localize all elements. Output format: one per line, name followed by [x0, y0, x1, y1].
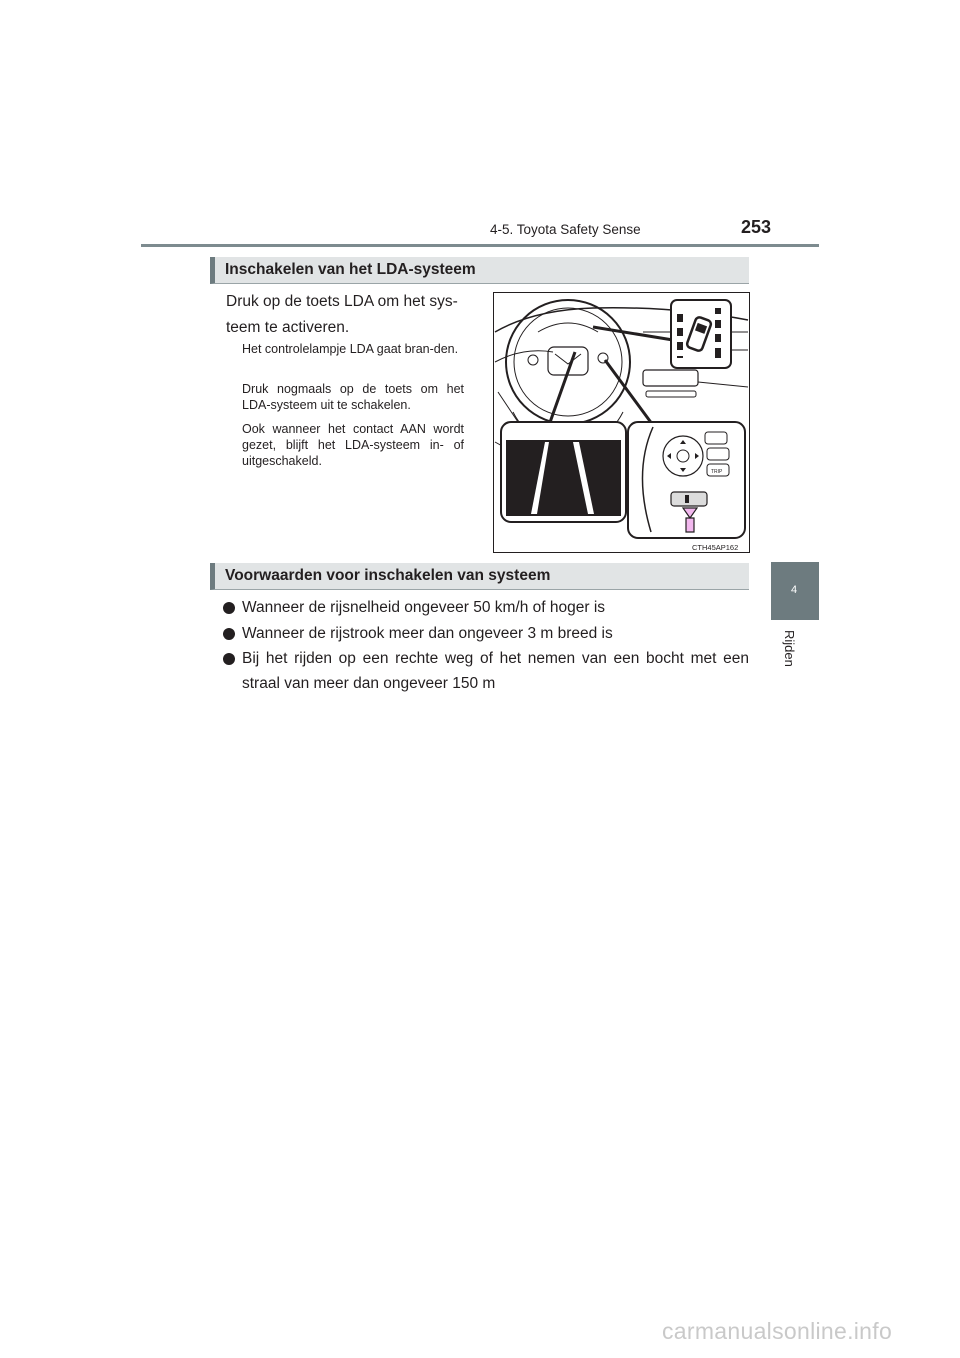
trip-label: TRIP [711, 469, 723, 475]
list-item: Wanneer de rijstrook meer dan ongeveer 3 m breed is [222, 622, 749, 647]
conditions-list [222, 596, 749, 697]
section-heading-lda [210, 257, 749, 284]
watermark: carmanualsonline.info [662, 1318, 893, 1344]
list-item: Bij het rijden op een rechte weg of het nemen van een bocht met een straal van meer dan ongeveer 150 m [222, 647, 749, 696]
section-heading-conditions [210, 563, 749, 590]
chapter-tab [771, 562, 819, 620]
instruction-text: Druk op de toets LDA om het sys-teem te activeren. [226, 293, 458, 336]
list-item: Wanneer de rijsnelheid ongeveer 50 km/h of hoger is [222, 596, 749, 621]
chapter-label: Rijden [782, 630, 797, 667]
note-ignition: Ook wanneer het contact AAN wordt gezet, blijft het LDA-systeem in- of uitgeschakeld. [242, 422, 464, 468]
section-header: 4-5. Toyota Safety Sense [490, 222, 641, 237]
lane-display-screen [506, 440, 621, 516]
section-heading-conditions-text: Voorwaarden voor inschakelen van systeem [225, 567, 551, 584]
lda-button-symbol [685, 495, 689, 503]
section-heading-lda-text: Inschakelen van het LDA-systeem [225, 261, 476, 278]
chapter-number: 4 [791, 584, 798, 596]
lda-illustration [493, 292, 750, 553]
figure-code: CTH45AP162 [692, 543, 739, 552]
note-off: Druk nogmaals op de toets om het LDA-systeem uit te schakelen. [242, 382, 464, 412]
header-divider [141, 244, 819, 247]
note-lamp: Het controlelampje LDA gaat bran-den. [242, 342, 459, 356]
page-number: 253 [741, 217, 772, 237]
